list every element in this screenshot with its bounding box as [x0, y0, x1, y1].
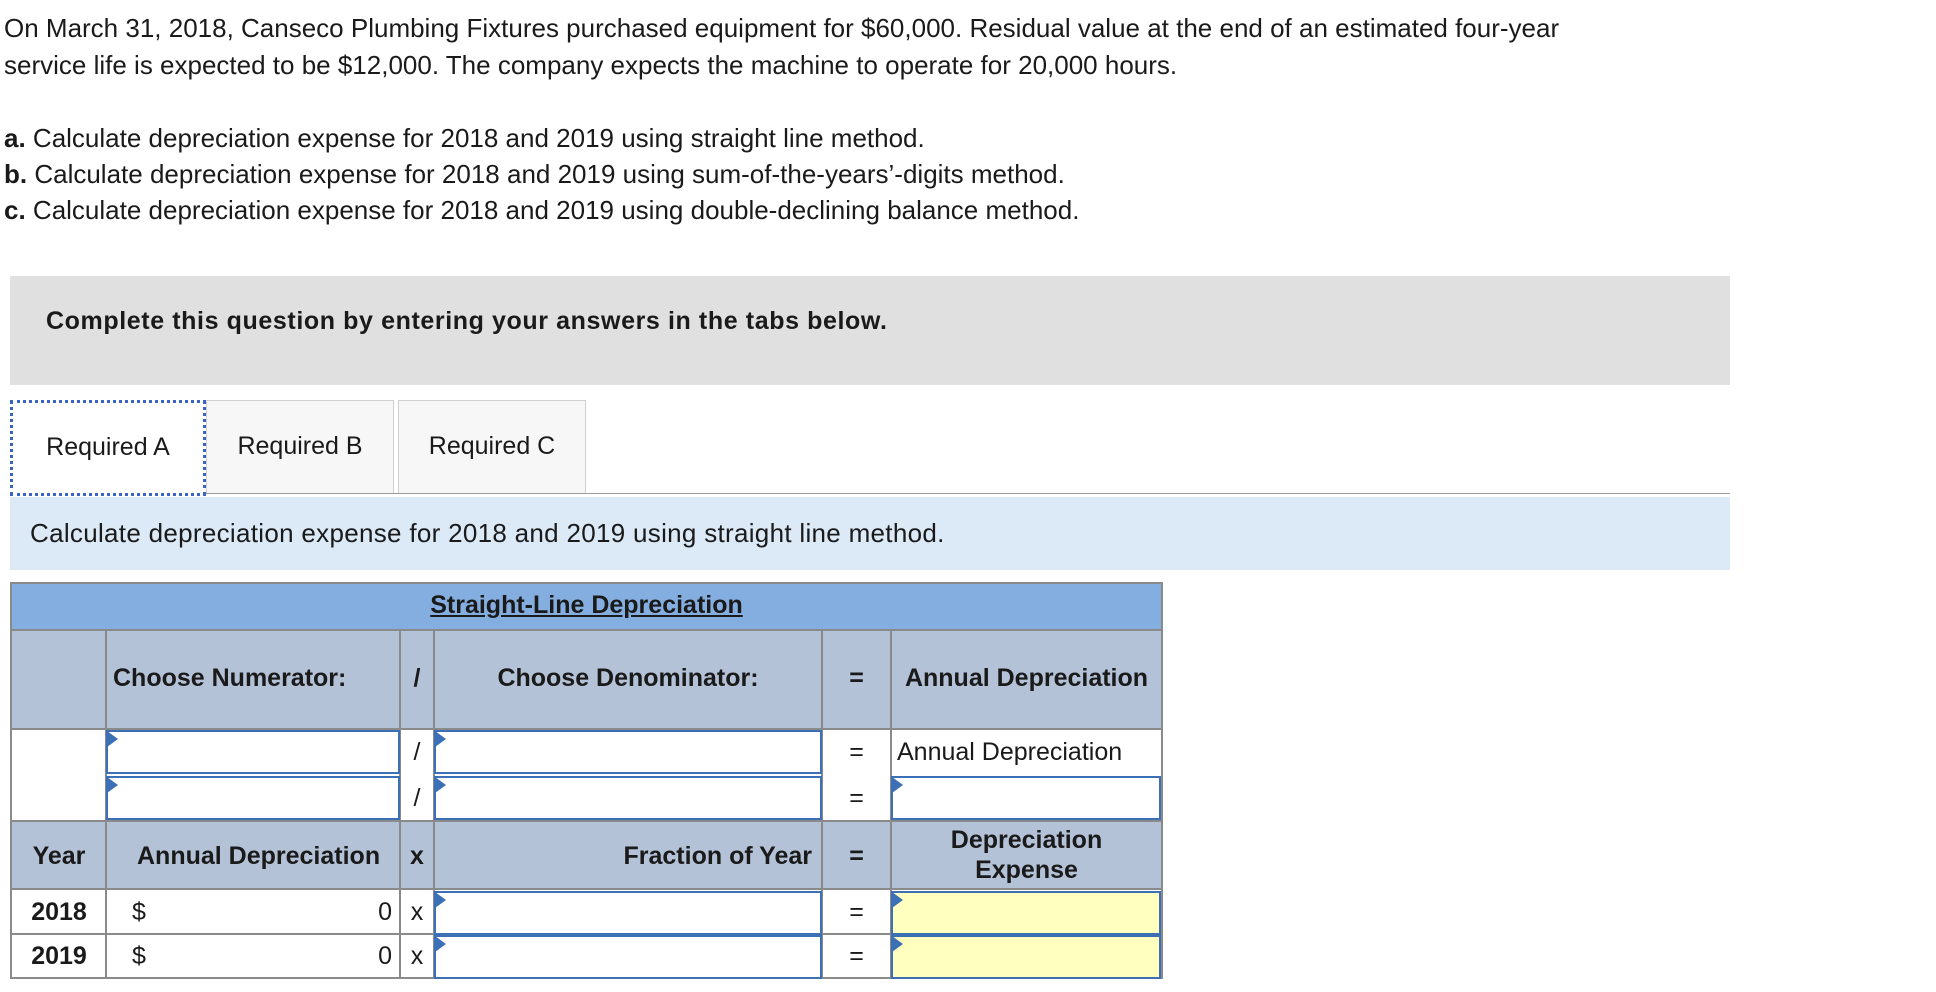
currency-2019: $: [132, 942, 146, 970]
year-2018: 2018: [31, 898, 87, 926]
problem-parts: [4, 120, 1079, 228]
slash-header: /: [413, 664, 421, 692]
year-header: Year: [32, 842, 86, 870]
straight-line-table: [10, 582, 1163, 979]
annual-depreciation-col-header: Annual Depreciation: [137, 842, 381, 870]
annual-depreciation-field[interactable]: [891, 776, 1161, 820]
numerator-select-2[interactable]: [106, 776, 400, 820]
times-header: x: [410, 842, 424, 870]
part-c: c. Calculate depreciation expense for 2018 and 2019 using double-declining balance method.: [4, 195, 1080, 225]
tab-prompt-text: Calculate depreciation expense for 2018 and 2019 using straight line method.: [30, 518, 945, 548]
dropdown-marker-icon: [107, 731, 118, 747]
tab-prompt: [10, 497, 1730, 570]
part-a: a. Calculate depreciation expense for 2018 and 2019 using straight line method.: [4, 123, 925, 153]
numerator-select-1[interactable]: [106, 730, 400, 774]
depreciation-expense-input-2018[interactable]: [893, 893, 1159, 933]
instructions-banner: [10, 276, 1730, 385]
annual-value-2019: 0: [378, 942, 392, 970]
depreciation-expense-2018[interactable]: [891, 891, 1161, 935]
dropdown-marker-icon: [435, 892, 446, 908]
dropdown-marker-icon: [892, 777, 903, 793]
fraction-of-year-header: Fraction of Year: [623, 842, 812, 870]
times-2019: x: [410, 942, 424, 970]
fraction-of-year-input-2019[interactable]: [436, 937, 820, 977]
instructions-text: Complete this question by entering your answers in the tabs below.: [46, 307, 888, 335]
equals-header-2: =: [849, 842, 864, 870]
table-title[interactable]: Straight-Line Depreciation: [430, 591, 743, 619]
depreciation-expense-header-line2: Expense: [975, 856, 1078, 884]
depreciation-expense-2019[interactable]: [891, 935, 1161, 979]
fraction-of-year-input-2018[interactable]: [436, 893, 820, 933]
fraction-of-year-2018[interactable]: [434, 891, 822, 935]
numerator-input-2[interactable]: [108, 778, 398, 818]
tabs-divider: [10, 493, 1730, 494]
equals-1: =: [849, 738, 864, 766]
times-2018: x: [410, 898, 424, 926]
numerator-header: Choose Numerator:: [113, 664, 347, 692]
part-b: b. Calculate depreciation expense for 2018 and 2019 using sum-of-the-years’-digits method.: [4, 159, 1065, 189]
depreciation-expense-header: [892, 825, 1161, 885]
problem-line-2: service life is expected to be $12,000. The company expects the machine to operate for 20,000 hours.: [4, 50, 1178, 80]
denominator-header: Choose Denominator:: [497, 664, 759, 692]
annual-value-2018: 0: [378, 898, 392, 926]
dropdown-marker-icon: [435, 936, 446, 952]
tab-required-c[interactable]: Required C: [398, 400, 586, 493]
equals-header: =: [849, 664, 864, 692]
denominator-select-1[interactable]: [434, 730, 822, 774]
dropdown-marker-icon: [107, 777, 118, 793]
problem-line-1: On March 31, 2018, Canseco Plumbing Fixtures purchased equipment for $60,000. Residual value at the end of an estimated four-year: [4, 13, 1560, 43]
equals-2: =: [849, 784, 864, 812]
problem-statement: [4, 10, 1924, 84]
dropdown-marker-icon: [435, 731, 446, 747]
denominator-input-2[interactable]: [436, 778, 820, 818]
annual-depreciation-input[interactable]: [893, 778, 1159, 818]
numerator-input-1[interactable]: [108, 732, 398, 772]
equals-2018: =: [849, 898, 864, 926]
blank-cell: [12, 729, 106, 821]
annual-depreciation-label: Annual Depreciation: [897, 738, 1123, 766]
year-2019: 2019: [31, 942, 87, 970]
tab-required-b[interactable]: Required B: [206, 400, 394, 493]
depreciation-expense-header-line1: Depreciation: [950, 826, 1103, 854]
dropdown-marker-icon: [435, 777, 446, 793]
tab-required-a[interactable]: Required A: [10, 400, 206, 496]
dropdown-marker-icon: [892, 936, 903, 952]
denominator-select-2[interactable]: [434, 776, 822, 820]
slash-1: /: [413, 738, 421, 766]
equals-2019: =: [849, 942, 864, 970]
fraction-of-year-2019[interactable]: [434, 935, 822, 979]
depreciation-expense-input-2019[interactable]: [893, 937, 1159, 977]
slash-2: /: [413, 784, 421, 812]
annual-depreciation-header: Annual Depreciation: [904, 664, 1149, 692]
currency-2018: $: [132, 898, 146, 926]
denominator-input-1[interactable]: [436, 732, 820, 772]
dropdown-marker-icon: [892, 892, 903, 908]
